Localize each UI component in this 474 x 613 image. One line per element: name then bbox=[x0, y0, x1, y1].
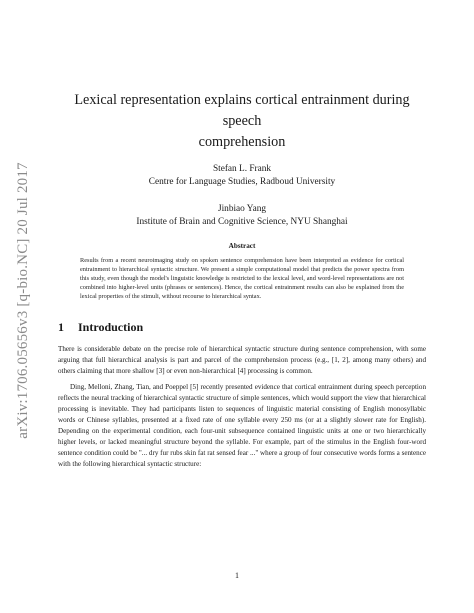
arxiv-id: arXiv:1706.05656v3 [q-bio.NC] 20 Jul 2017 bbox=[14, 161, 31, 439]
body-paragraph: There is considerable debate on the precise role of hierarchical syntactic structure during sentence comprehension, with some arguing that full hierarchical analysis is part and parcel of the comprehension process (e.g., [1, 2], among many others) and others claiming that more shallow [3] or even non-hierarchical [4] processing is common. bbox=[58, 345, 426, 376]
abstract-text: Results from a recent neuroimaging study on spoken sentence comprehension have been interpreted as evidence for cortical entrainment to hierarchical syntactic structure. We present a simple computational model that predicts the power spectra from this study, even though the model's linguistic knowledge is restricted to the lexical level, and word-level representations are not combined into higher-level units (phrases or sentences). Hence, the cortical entrainment results can also be explained from the lexical properties of the stimuli, without recourse to hierarchical syntax. bbox=[80, 257, 404, 301]
author-block-2 bbox=[58, 203, 426, 228]
abstract-heading: Abstract bbox=[228, 242, 256, 250]
author-name: Stefan L. Frank bbox=[212, 164, 272, 174]
section-heading bbox=[58, 320, 426, 335]
section-number: 1 bbox=[58, 320, 64, 335]
paper-title bbox=[58, 90, 426, 153]
section-title: Introduction bbox=[78, 320, 144, 335]
page-number: 1 bbox=[235, 571, 239, 580]
author-affiliation: Centre for Language Studies, Radboud University bbox=[148, 176, 336, 187]
body-paragraph: Ding, Melloni, Zhang, Tian, and Poeppel [5] recently presented evidence that cortical entrainment during speech perception reflects the neural tracking of hierarchical syntactic structure of simple sentences, which would support the view that hierarchical processing is inevitable. They had participants listen to sequences of linguistic material consisting of English monosyllabic words or Chinese syllables, presented at a fixed rate of one syllable every 250 ms (or at a slightly slower rate for English). Depending on the experimental condition, each four-unit subsequence contained linguistic units at one or two hierarchically higher levels, or lacked meaningful structure beyond the syllable. For example, part of the stimulus in the English four-word sentence condition could be "... dry fur rubs skin fat rat sensed fear ..." where a group of four consecutive words forms a sentence with the following hierarchical syntactic structure: bbox=[58, 383, 426, 469]
author-name: Jinbiao Yang bbox=[217, 204, 267, 214]
title-line-2: comprehension bbox=[198, 134, 286, 150]
paper-page bbox=[58, 90, 426, 475]
arxiv-stamp bbox=[8, 140, 38, 460]
title-line-1: Lexical representation explains cortical entrainment during speech bbox=[74, 92, 410, 129]
author-block-1 bbox=[58, 163, 426, 188]
author-affiliation: Institute of Brain and Cognitive Science, NYU Shanghai bbox=[136, 216, 348, 227]
